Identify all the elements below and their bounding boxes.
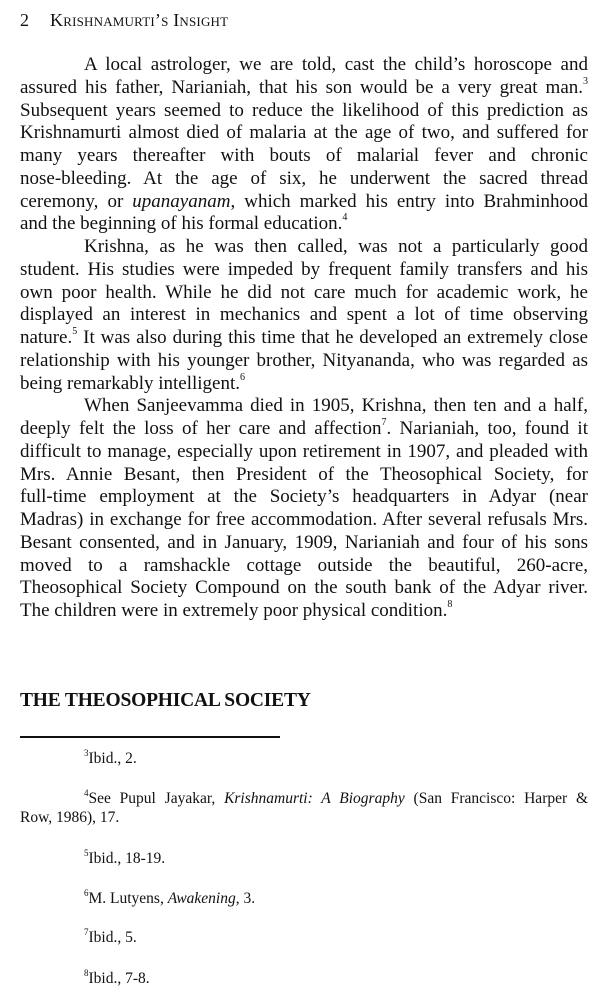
text-run: own poor health. While he did not care much for academic work, he bbox=[20, 281, 588, 303]
text-run: See Pupul Jayakar, bbox=[88, 790, 225, 807]
text-run: (San Francisco: Harper & bbox=[404, 790, 589, 807]
body-text bbox=[20, 54, 588, 623]
text-run: being remarkably intelligent. bbox=[20, 372, 241, 394]
text-line bbox=[20, 486, 588, 509]
footnote-line bbox=[20, 969, 588, 988]
text-run: Besant consented, and in January, 1909, Narianiah and four of his sons bbox=[20, 531, 588, 553]
text-line bbox=[20, 304, 588, 327]
footnote-marker: 3 bbox=[84, 748, 89, 758]
text-run: nose-bleeding. At the age of six, he underwent the sacred thread bbox=[20, 167, 588, 189]
footnote-marker: 8 bbox=[84, 968, 89, 978]
footnote-marker: 7 bbox=[381, 417, 387, 428]
text-line bbox=[20, 441, 588, 464]
footnote-line bbox=[20, 789, 588, 808]
text-run: The children were in extremely poor physical condition. bbox=[20, 600, 448, 621]
text-run: difficult to manage, especially upon retirement in 1907, and pleaded with bbox=[20, 440, 588, 462]
page-number: 2 bbox=[20, 10, 29, 30]
text-run: full-time employment at the Society’s headquarters in Adyar (near bbox=[20, 486, 588, 508]
footnote-marker: 3 bbox=[583, 75, 588, 87]
text-run: and the beginning of his formal education. bbox=[20, 213, 343, 235]
text-line bbox=[20, 145, 588, 168]
section-heading: THE THEOSOPHICAL SOCIETY bbox=[20, 690, 311, 711]
text-run: Row, 1986), 17. bbox=[20, 809, 120, 826]
footnote bbox=[20, 969, 588, 988]
text-line bbox=[20, 122, 588, 145]
text-line bbox=[20, 100, 588, 123]
footnote-line bbox=[20, 928, 588, 947]
footnote bbox=[20, 749, 588, 768]
text-line bbox=[20, 54, 588, 77]
footnote-divider bbox=[20, 736, 280, 738]
footnote-line bbox=[20, 808, 588, 827]
text-run: moved to a ramshackle cottage outside the beautiful, 260-acre, bbox=[20, 554, 588, 576]
text-line bbox=[20, 213, 588, 236]
text-run: . Narianiah, too, found it bbox=[386, 418, 588, 439]
text-line bbox=[20, 168, 588, 191]
footnote-marker: 6 bbox=[240, 371, 246, 383]
text-line bbox=[20, 509, 588, 532]
text-run: M. Lutyens, bbox=[88, 890, 168, 907]
footnote-marker: 4 bbox=[342, 212, 348, 224]
text-line bbox=[20, 464, 588, 487]
footnote bbox=[20, 789, 588, 827]
text-run: When Sanjeevamma died in 1905, Krishna, then ten and a half, bbox=[84, 395, 588, 417]
text-run: nature. bbox=[20, 327, 73, 348]
footnote-line bbox=[20, 889, 588, 908]
text-line bbox=[20, 373, 588, 396]
italic-text: upanayanam bbox=[132, 190, 231, 212]
text-run: student. His studies were impeded by frequent family transfers and his bbox=[20, 258, 588, 280]
footnote-marker: 5 bbox=[84, 848, 89, 858]
text-run: deeply felt the loss of her care and affection bbox=[20, 418, 382, 439]
footnote-marker: 8 bbox=[447, 599, 453, 610]
text-run: , which marked his entry into Brahminhood bbox=[230, 190, 588, 212]
text-line bbox=[20, 191, 588, 214]
text-run: Mrs. Annie Besant, then President of the Theosophical Society, for bbox=[20, 463, 588, 485]
text-run: A local astrologer, we are told, cast the child’s horoscope and bbox=[84, 54, 588, 75]
footnote-line bbox=[20, 849, 588, 868]
text-run: Ibid., 5. bbox=[88, 929, 137, 946]
footnote-marker: 4 bbox=[84, 788, 89, 798]
footnote bbox=[20, 849, 588, 868]
text-line bbox=[20, 395, 588, 418]
text-run: Krishna, as he was then called, was not a particularly good bbox=[84, 236, 588, 257]
text-line bbox=[20, 600, 588, 623]
footnote-marker: 6 bbox=[84, 888, 89, 898]
footnote bbox=[20, 928, 588, 947]
text-run: displayed an interest in mechanics and spent a lot of time observing bbox=[20, 304, 588, 326]
text-line bbox=[20, 350, 588, 373]
text-run: Ibid., 18-19. bbox=[88, 850, 166, 867]
text-run: assured his father, Narianiah, that his son would be a very great man. bbox=[20, 76, 583, 98]
text-run: many years thereafter with bouts of malarial fever and chronic bbox=[20, 145, 588, 166]
text-run: relationship with his younger brother, Nityananda, who was regarded as bbox=[20, 349, 588, 371]
text-run: Ibid., 7-8. bbox=[88, 970, 150, 987]
text-line bbox=[20, 532, 588, 555]
text-run: Subsequent years seemed to reduce the likelihood of this prediction as bbox=[20, 99, 588, 121]
text-line bbox=[20, 577, 588, 600]
italic-text: Awakening bbox=[167, 890, 236, 907]
text-run: , 3. bbox=[235, 890, 256, 907]
footnote-line bbox=[20, 749, 588, 768]
text-line bbox=[20, 418, 588, 441]
text-run: It was also during this time that he developed an extremely close bbox=[77, 327, 588, 348]
paragraph bbox=[20, 54, 588, 236]
text-run: Ibid., 2. bbox=[88, 750, 137, 767]
text-line bbox=[20, 259, 588, 282]
text-line bbox=[20, 236, 588, 259]
paragraph bbox=[20, 236, 588, 395]
text-line bbox=[20, 555, 588, 578]
text-run: ceremony, or bbox=[20, 190, 133, 212]
running-title: Krishnamurti’s Insight bbox=[50, 10, 229, 30]
text-run: Krishnamurti almost died of malaria at the age of two, and suffered for bbox=[20, 122, 588, 144]
paragraph bbox=[20, 395, 588, 623]
footnote-marker: 7 bbox=[84, 927, 89, 937]
running-header bbox=[20, 10, 228, 31]
text-line bbox=[20, 327, 588, 350]
footnote-marker: 5 bbox=[72, 326, 78, 337]
text-run: Madras) in exchange for free accommodation. After several refusals Mrs. bbox=[20, 509, 588, 530]
text-line bbox=[20, 77, 588, 100]
text-line bbox=[20, 282, 588, 305]
text-run: Theosophical Society Compound on the south bank of the Adyar river. bbox=[20, 577, 588, 599]
italic-text: Krishnamurti: A Biography bbox=[224, 790, 405, 807]
footnote bbox=[20, 889, 588, 908]
